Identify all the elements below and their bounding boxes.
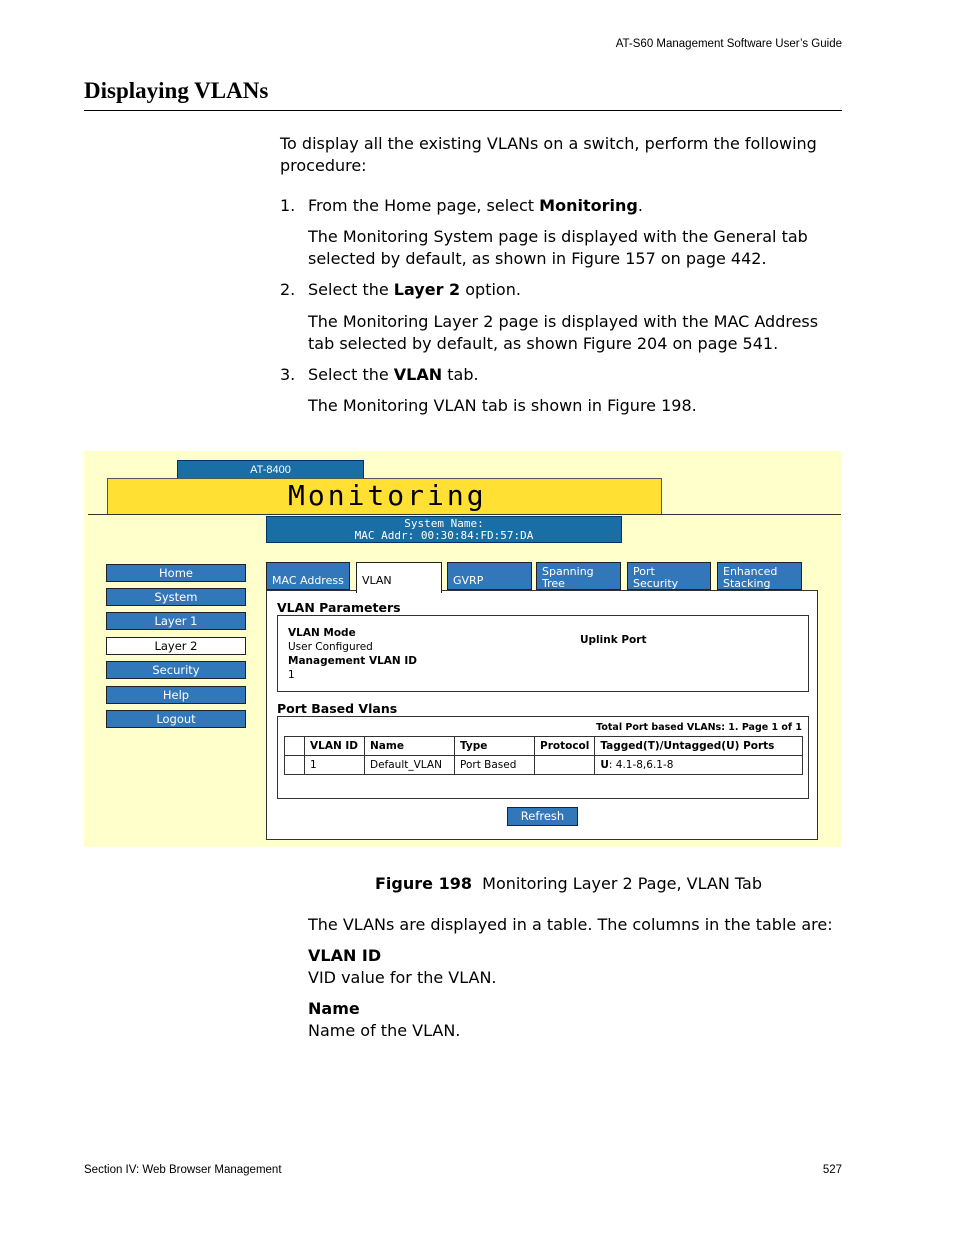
definition-description: Name of the VLAN.: [308, 1021, 461, 1040]
mgmt-vlan-label: Management VLAN ID: [288, 655, 417, 667]
nav-layer2-button[interactable]: Layer 2: [106, 637, 246, 655]
monitoring-screenshot-figure: [84, 451, 841, 847]
table-header-row: [285, 737, 803, 756]
vlan-tab-panel: [266, 590, 818, 840]
vlan-mode-value: User Configured: [288, 641, 373, 653]
vlan-count-summary: Total Port based VLANs: 1. Page 1 of 1: [596, 722, 802, 733]
banner-divider: [88, 514, 841, 515]
step-number: 1.: [280, 196, 296, 215]
vlan-id-cell: 1: [305, 756, 365, 775]
step-text: From the Home page, select Monitoring.: [308, 196, 643, 215]
system-name-label: System Name:: [404, 517, 484, 530]
vlan-ports-cell: U: 4.1-8,6.1-8: [595, 756, 803, 775]
title-divider: [84, 110, 842, 111]
col-header-name: Name: [365, 737, 455, 756]
guide-title: AT-S60 Management Software User’s Guide: [615, 38, 842, 50]
nav-home-button[interactable]: Home: [106, 564, 246, 582]
step-text: Select the Layer 2 option.: [308, 280, 521, 299]
definition-description: VID value for the VLAN.: [308, 968, 497, 987]
nav-logout-button[interactable]: Logout: [106, 710, 246, 728]
device-model-label: AT-8400: [177, 460, 364, 480]
step-number: 3.: [280, 365, 296, 384]
vlan-table: [284, 736, 803, 775]
col-header-vlan-id: VLAN ID: [305, 737, 365, 756]
step-note: The Monitoring System page is displayed with the General tab selected by default, as shown in Figure 157 on page 442.: [308, 227, 808, 268]
tab-spanning-tree[interactable]: Spanning Tree: [536, 562, 621, 590]
vlan-mode-label: VLAN Mode: [288, 627, 356, 639]
nav-layer1-button[interactable]: Layer 1: [106, 612, 246, 630]
intro-paragraph: To display all the existing VLANs on a switch, perform the following procedure:: [280, 134, 817, 175]
row-select-cell[interactable]: [285, 756, 305, 775]
step-note: The Monitoring VLAN tab is shown in Figure 198.: [308, 396, 697, 415]
nav-system-button[interactable]: System: [106, 588, 246, 606]
vlan-parameters-box: [277, 615, 809, 692]
table-row[interactable]: [285, 756, 803, 775]
table-columns-intro: The VLANs are displayed in a table. The columns in the table are:: [308, 915, 833, 934]
step-text: Select the VLAN tab.: [308, 365, 479, 384]
vlan-protocol-cell: [535, 756, 595, 775]
tab-vlan[interactable]: VLAN: [356, 562, 442, 593]
monitoring-banner: [107, 478, 662, 515]
vlan-name-cell: Default_VLAN: [365, 756, 455, 775]
tab-port-security[interactable]: Port Security: [627, 562, 711, 590]
refresh-button[interactable]: Refresh: [507, 807, 578, 826]
col-header-type: Type: [455, 737, 535, 756]
nav-help-button[interactable]: Help: [106, 686, 246, 704]
definition-term: VLAN ID: [308, 946, 382, 965]
mgmt-vlan-value: 1: [288, 669, 295, 681]
mac-address-label: MAC Addr: 00:30:84:FD:57:DA: [354, 529, 534, 542]
step-number: 2.: [280, 280, 296, 299]
footer-section: Section IV: Web Browser Management: [84, 1164, 282, 1176]
col-header-ports: Tagged(T)/Untagged(U) Ports: [595, 737, 803, 756]
port-based-vlans-box: [277, 716, 809, 799]
port-based-vlans-title: Port Based Vlans: [277, 701, 398, 716]
section-title: Displaying VLANs: [84, 78, 269, 103]
tab-mac-address[interactable]: MAC Address: [266, 562, 350, 590]
tab-gvrp[interactable]: GVRP: [447, 562, 532, 590]
uplink-port-label: Uplink Port: [580, 634, 647, 646]
vlan-parameters-title: VLAN Parameters: [277, 600, 401, 615]
banner-title: Monitoring: [288, 479, 487, 512]
col-header-protocol: Protocol: [535, 737, 595, 756]
figure-caption: Figure 198 Monitoring Layer 2 Page, VLAN Tab: [375, 874, 762, 893]
vlan-type-cell: Port Based: [455, 756, 535, 775]
step-note: The Monitoring Layer 2 page is displayed with the MAC Address tab selected by default, as shown Figure 204 on page 541.: [308, 312, 819, 353]
system-info-bar: [266, 516, 622, 543]
tab-enhanced-stacking[interactable]: Enhanced Stacking: [717, 562, 802, 590]
definition-term: Name: [308, 999, 360, 1018]
nav-security-button[interactable]: Security: [106, 661, 246, 679]
page-number: 527: [822, 1164, 842, 1176]
col-header-select: [285, 737, 305, 756]
